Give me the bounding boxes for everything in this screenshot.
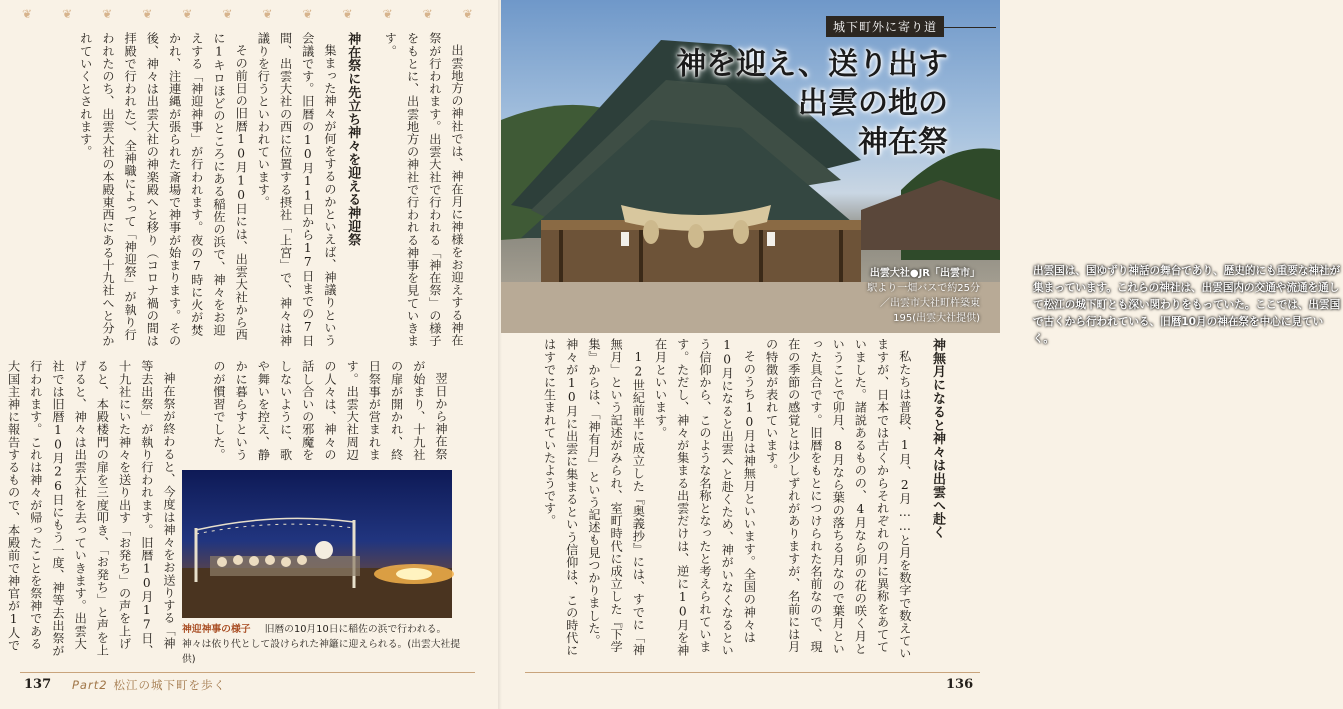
left-page-body-bottom xyxy=(6,360,180,660)
footer-rule-left xyxy=(20,672,475,673)
intro-paragraph: 出雲地方の神社では、神在月に神様をお迎えする神在祭が行われます。出雲大社で行われる「神在祭」の様子をもとに、出雲地方の神社で行われる神事を見ていきます。 xyxy=(383,32,464,347)
body-paragraph: その前日の旧暦10月10日には、出雲大社から西に1キロほどのところにある稲佐の浜で、神々をお迎えする「神迎神事」が行われます。夜の7時に火が焚かれ、注連縄が張られた斎場で神事が始まります。その後、神々は出雲大社の神楽殿へと移り（コロナ禍の間は拝殿で行われた）、全神職によって「神迎祭」が執り行われたのち、出雲大社の本殿東西にある十九社へと分かれていくとされます。 xyxy=(78,32,249,347)
left-page-body-mid xyxy=(180,360,452,468)
footer-rule-right xyxy=(525,672,980,673)
header-ornament-left: ❦ ❦ ❦ ❦ ❦ ❦ ❦ ❦ ❦ ❦ ❦ ❦ xyxy=(22,7,473,21)
title-line: 神在祭 xyxy=(858,125,948,160)
body-paragraph: 神在祭が終わると、今度は神々をお送りする「神等去出祭」が執り行われます。旧暦10月17日、十九社にいた神々を送り出す「お発ち」の声を上げると、本殿楼門の扉を三度叩き、「お発ち」と声を上げると、神々は出雲大社を去っていきます。出雲大社では旧暦10月26日にもう一度、神等去出祭が行われます。これは神々が帰ったことを祭神である大国主神に報告するもので、本殿前で神官が1人で xyxy=(6,360,176,657)
runner-part: Part2 xyxy=(72,678,108,692)
running-title xyxy=(72,677,226,693)
right-page-body xyxy=(540,338,948,660)
caption-label: 神迎神事の様子 xyxy=(182,624,251,635)
info-credit: 195(出雲大社提供) xyxy=(893,313,980,324)
photo-caption xyxy=(182,622,462,667)
section-heading-kamimukae: 神在祭に先立ち神々を迎える神迎祭 xyxy=(345,32,361,247)
info-access: 駅より一畑バスで約25分 xyxy=(867,283,980,294)
section-kicker: 城下町外に寄り道 xyxy=(826,16,944,37)
title-line: 神を迎え、送り出す xyxy=(676,47,948,82)
body-paragraph: 12世紀前半に成立した『奥義抄』には、すでに「神無月」という記述がみられ、室町時代に成立した『下学集』からは、「神有月」という記述も見つかりました。神々が10月に出雲に集まるという信仰は、この時代にはすでに生まれていたようです。 xyxy=(542,338,646,657)
lead-paragraph: 出雲国は、国ゆずり神話の舞台であり、歴史的にも重要な神社が集まっています。これらの神社は、出雲国内の交通や流通を通して松江の城下町とも深い関わりをもっていた。ここでは、出雲国で古くから行われている、旧暦10月の神在祭を中心に見ていく。 xyxy=(1033,265,1341,345)
caption-text: 旧暦の10月10日に稲佐の浜で行われる。神々は依り代として設けられた神籬に迎えられる。(出雲大社提供) xyxy=(182,624,461,665)
article-title xyxy=(676,45,948,162)
body-paragraph: 翌日から神在祭が始まり、十九社の扉が開かれ、終日祭事が営まれます。出雲大社周辺の人々は、神々の話し合いの邪魔をしないように、歌や舞いを控え、静かに暮らすというのが慣習でした。 xyxy=(211,360,448,461)
access-info xyxy=(852,266,980,326)
section-heading-kannazuki: 神無月になると神々は出雲へ赴く xyxy=(930,338,945,539)
info-name: 出雲大社●JR「出雲市」 xyxy=(869,268,980,279)
body-paragraph: 私たちは普段、1月、2月……と月を数字で数えていますが、日本では古くからそれぞれの月に異称をあてていました。諸説あるものの、4月なら卯の花の咲く月ということで卯月、8月なら葉の落ちる月なので葉月といった具合です。旧暦をもとにつけられた名前なので、現在の季節の感覚とは少しずれがありますが、名前には月の特徴が表れています。 xyxy=(764,338,912,660)
page-number-right: 136 xyxy=(946,677,974,692)
left-page-body-top xyxy=(20,32,468,348)
title-line: 出雲の地の xyxy=(798,86,948,121)
photo-kamimukae-ritual xyxy=(182,470,452,618)
info-address: ／出雲市大社町杵築東 xyxy=(880,298,980,309)
runner-title: 松江の城下町を歩く xyxy=(113,678,227,692)
kamimukae-illustration xyxy=(182,470,452,618)
page-number-left: 137 xyxy=(24,677,52,692)
body-paragraph: そのうち10月は神無月といいます。全国の神々は10月になると出雲へと赴くため、神がいなくなるという信仰から、このような名称となったと考えられています。ただし、神々が集まる出雲だけは、逆に10月を神在月といいます。 xyxy=(653,338,757,657)
body-paragraph: 集まった神々が何をするのかといえば、神議りという会議です。旧暦の10月11日から17日までの7日間、出雲大社の西に位置する摂社「上宮」で、神々は神議りを行うといわれています。 xyxy=(256,32,337,347)
